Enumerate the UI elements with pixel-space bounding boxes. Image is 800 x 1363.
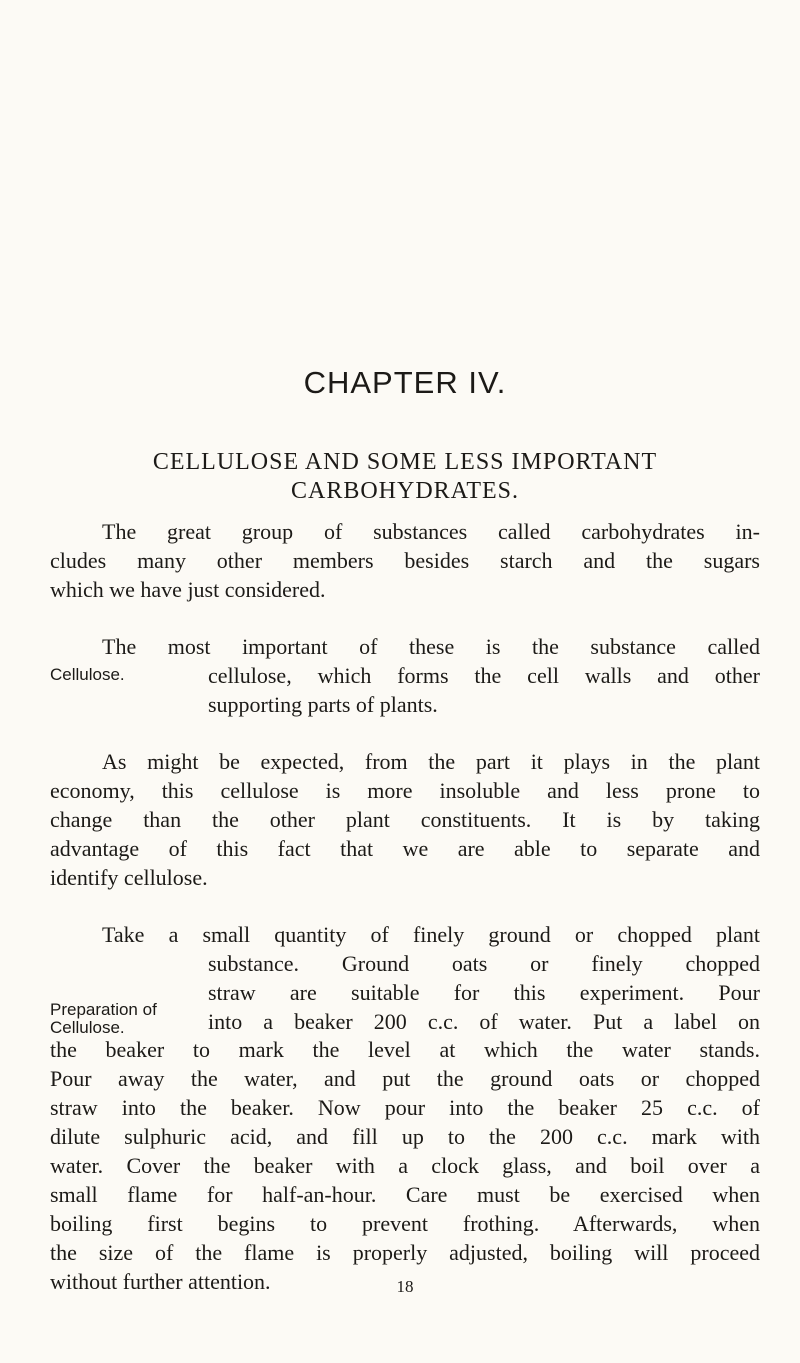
text-line: the beaker to mark the level at which the water stands.: [50, 1037, 760, 1062]
text-line: Pour away the water, and put the ground oats or chopped: [50, 1066, 760, 1091]
margin-note-line: Preparation of: [50, 1000, 157, 1019]
text-line: cellulose, which forms the cell walls and other: [208, 663, 760, 688]
text-line: change than the other plant constituents. It is by taking: [50, 807, 760, 832]
paragraph-continuation: [208, 661, 760, 719]
section-title-line: CARBOHYDRATES.: [290, 478, 520, 504]
margin-note-line: Cellulose.: [50, 1018, 125, 1037]
book-page: [50, 0, 760, 1363]
text-line: small flame for half-an-hour. Care must be exercised when: [50, 1182, 760, 1207]
text-line: straw are suitable for this experiment. Pour: [208, 980, 760, 1005]
text-line: Take a small quantity of finely ground or chopped plant: [102, 922, 760, 947]
text-line: into a beaker 200 c.c. of water. Put a label on: [208, 1009, 760, 1034]
text-line: dilute sulphuric acid, and fill up to the 200 c.c. mark with: [50, 1124, 760, 1149]
text-line: identify cellulose.: [50, 865, 208, 890]
paragraph: [50, 747, 760, 892]
text-line: supporting parts of plants.: [208, 692, 438, 717]
paragraph: [50, 517, 760, 604]
text-line: cludes many other members besides starch and the sugars: [50, 548, 760, 573]
margin-note-cellulose: Cellulose.: [50, 665, 125, 684]
paragraph-continuation: [208, 949, 760, 1036]
section-title: [50, 448, 760, 506]
text-line: The great group of substances called carbohydrates in-: [102, 519, 760, 544]
paragraph-continuation: [50, 1035, 760, 1296]
text-line: substance. Ground oats or finely chopped: [208, 951, 760, 976]
text-line: The most important of these is the substance called: [102, 634, 760, 659]
text-line: without further attention.: [50, 1269, 271, 1294]
chapter-title: CHAPTER IV.: [303, 365, 507, 400]
margin-note-preparation: [50, 1001, 200, 1037]
paragraph: [50, 632, 760, 661]
text-line: the size of the flame is properly adjusted, boiling will proceed: [50, 1240, 760, 1265]
text-line: economy, this cellulose is more insoluble and less prone to: [50, 778, 760, 803]
text-line: water. Cover the beaker with a clock glass, and boil over a: [50, 1153, 760, 1178]
section-title-line: CELLULOSE AND SOME LESS IMPORTANT: [152, 449, 658, 475]
text-line: boiling first begins to prevent frothing. Afterwards, when: [50, 1211, 760, 1236]
text-line: straw into the beaker. Now pour into the beaker 25 c.c. of: [50, 1095, 760, 1120]
text-line: which we have just considered.: [50, 577, 326, 602]
paragraph: [50, 920, 760, 949]
text-line: As might be expected, from the part it plays in the plant: [102, 749, 760, 774]
page-number: 18: [396, 1277, 414, 1296]
text-line: advantage of this fact that we are able to separate and: [50, 836, 760, 861]
